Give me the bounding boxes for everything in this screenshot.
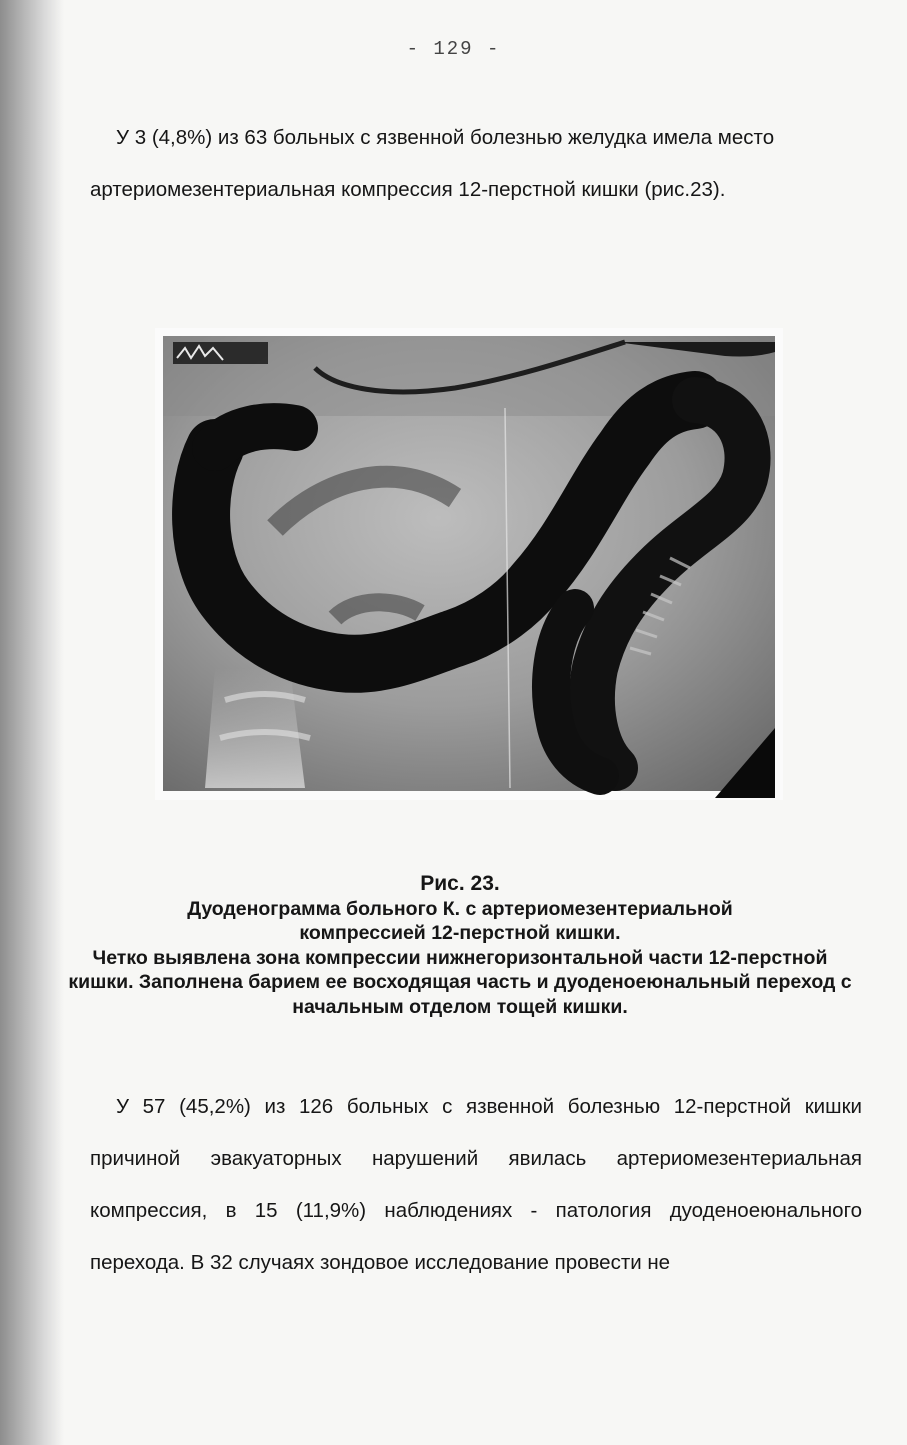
body-paragraph-text: У 57 (45,2%) из 126 больных с язвенной болезнью 12-перстной кишки причиной эвакуаторных нарушений явилась артериомезентериальная компрессия, в 15 (11,9%) наблюдениях - патология дуоденоеюнального перехода. В 32 случаях зондовое исследование провести не <box>90 1094 862 1274</box>
page-number: - 129 - <box>406 38 501 60</box>
binding-shadow <box>0 0 64 1445</box>
intro-paragraph-text: У 3 (4,8%) из 63 больных с язвенной болезнью желудка имела место артериомезентериальная компрессия 12-перстной кишки (рис.23). <box>90 125 775 201</box>
figure-caption <box>60 872 860 1019</box>
figure-caption-line1: Дуоденограмма больного К. с артериомезентериальной <box>187 897 733 920</box>
figure-caption-title: Рис. 23. <box>420 872 500 895</box>
body-paragraph <box>90 1081 862 1289</box>
figure-caption-description: Четко выявлена зона компрессии нижнегоризонтальной части 12-перстной кишки. Заполнена барием ее восходящая часть и дуоденоеюнальный переход с начальным отделом тощей кишки. <box>68 946 852 1018</box>
figure-caption-line2: компрессией 12-перстной кишки. <box>299 922 621 944</box>
duodenogram-image <box>155 328 783 800</box>
intro-paragraph <box>90 112 865 216</box>
